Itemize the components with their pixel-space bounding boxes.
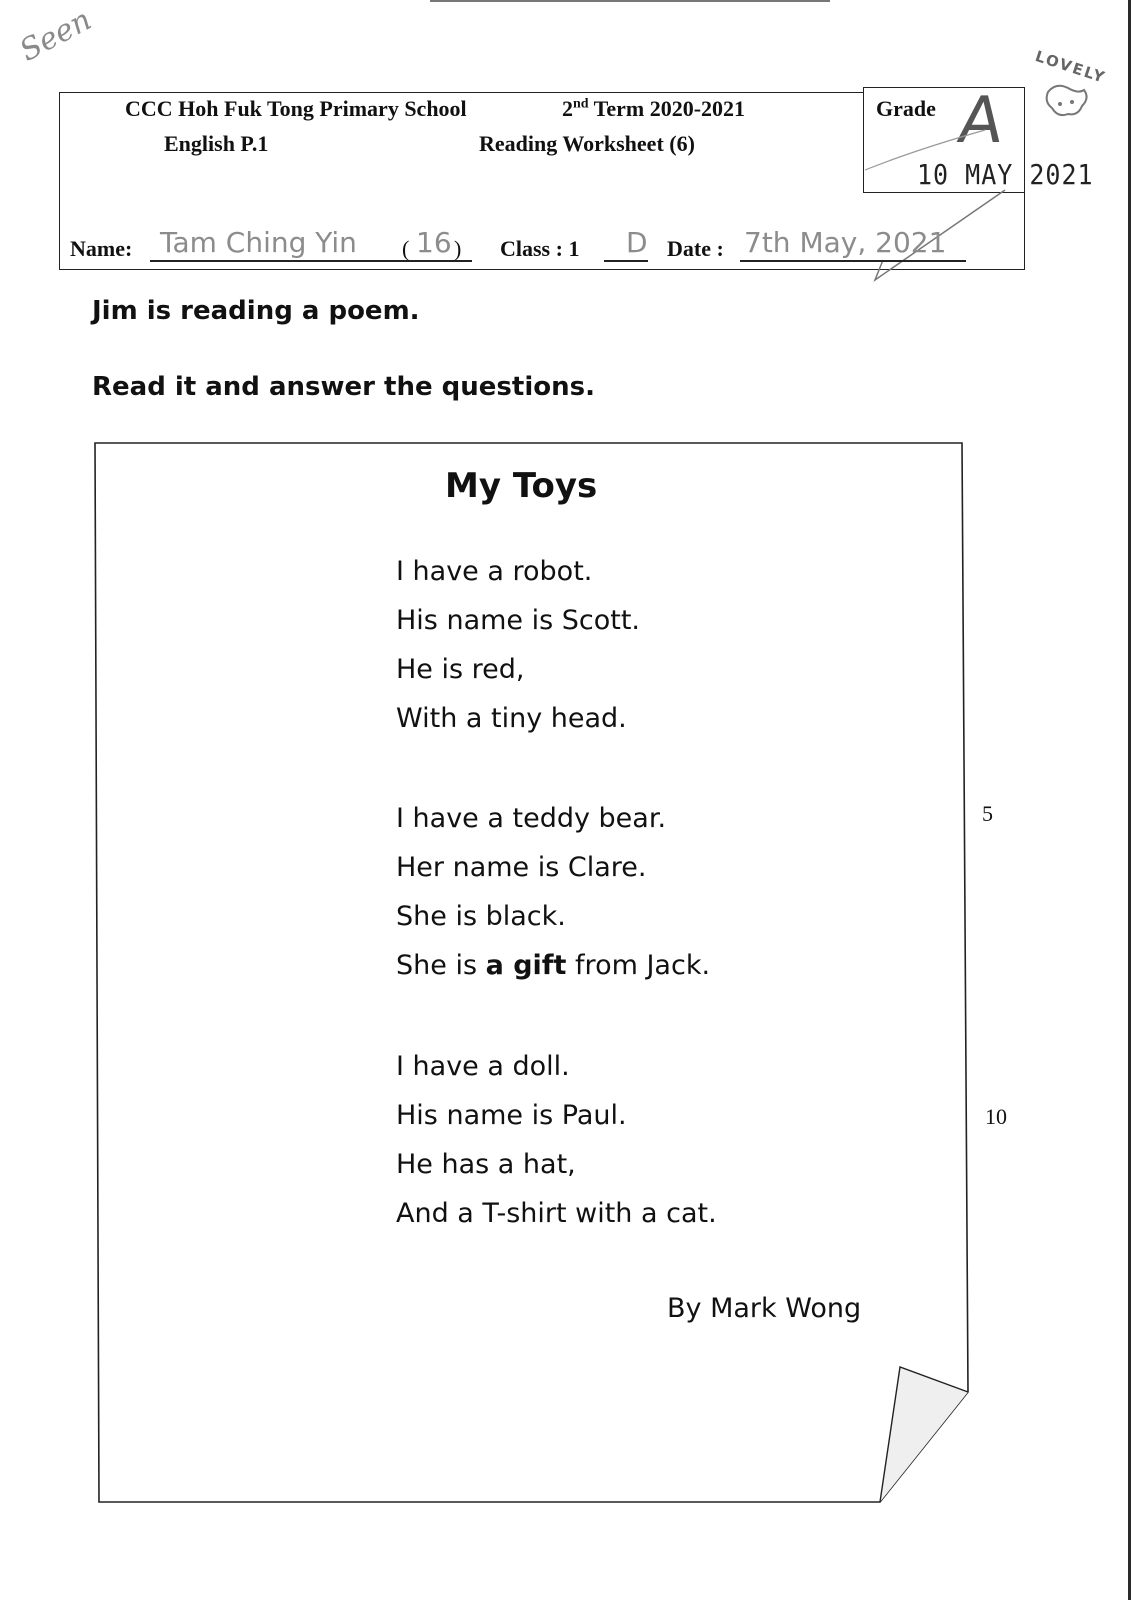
poem-line-12: And a T-shirt with a cat. — [396, 1198, 717, 1229]
name-label: Name: — [70, 236, 133, 261]
poem-line-9: I have a doll. — [396, 1051, 570, 1082]
date-value: 7th May, 2021 — [744, 226, 947, 259]
date-label: Date : — [667, 236, 724, 261]
gift-highlight: a gift — [485, 950, 567, 981]
subject-label: English P.1 — [164, 131, 269, 156]
student-name-value: Tam Ching Yin — [160, 226, 357, 259]
poem-line-6: Her name is Clare. — [396, 852, 647, 883]
poem-line-11: He has a hat, — [396, 1149, 576, 1180]
class-value: D — [626, 226, 648, 259]
lovely-stamp-icon: LOVELY — [1026, 52, 1106, 142]
class-underline — [604, 260, 648, 262]
student-number-open: ( — [402, 236, 410, 261]
name-underline — [150, 260, 472, 262]
student-number-value: 16 — [416, 226, 452, 259]
worksheet-title: Reading Worksheet (6) — [479, 131, 695, 156]
poem-line-10: His name is Paul. — [396, 1100, 627, 1131]
line-number-5: 5 — [982, 801, 993, 826]
instruction-1: Jim is reading a poem. — [92, 296, 420, 326]
student-number-close: ) — [454, 236, 462, 261]
poem-line-8: She is a gift from Jack. — [396, 950, 711, 981]
poem-line-4: With a tiny head. — [396, 703, 627, 734]
line-number-10: 10 — [985, 1104, 1007, 1129]
poem-line-5: I have a teddy bear. — [396, 803, 667, 834]
date-underline — [740, 260, 966, 262]
school-name: CCC Hoh Fuk Tong Primary School — [125, 96, 467, 121]
date-stamp: 10 MAY 2021 — [917, 158, 1094, 191]
seen-handwritten-mark: Seen — [14, 2, 98, 69]
grade-label: Grade — [876, 96, 936, 121]
poem-title: My Toys — [445, 466, 598, 506]
term-label: 2nd Term 2020-2021 — [562, 96, 746, 121]
grade-value: A — [953, 84, 1008, 158]
instruction-2: Read it and answer the questions. — [92, 372, 595, 402]
poem-line-7: She is black. — [396, 901, 566, 932]
student-info-row — [70, 228, 1030, 268]
scan-top-line — [430, 0, 830, 2]
poem-line-3: He is red, — [396, 654, 525, 685]
poem-line-2: His name is Scott. — [396, 605, 641, 636]
poem-line-1: I have a robot. — [396, 556, 593, 587]
class-label: Class : 1 — [500, 236, 580, 261]
poem-author: By Mark Wong — [667, 1293, 862, 1324]
